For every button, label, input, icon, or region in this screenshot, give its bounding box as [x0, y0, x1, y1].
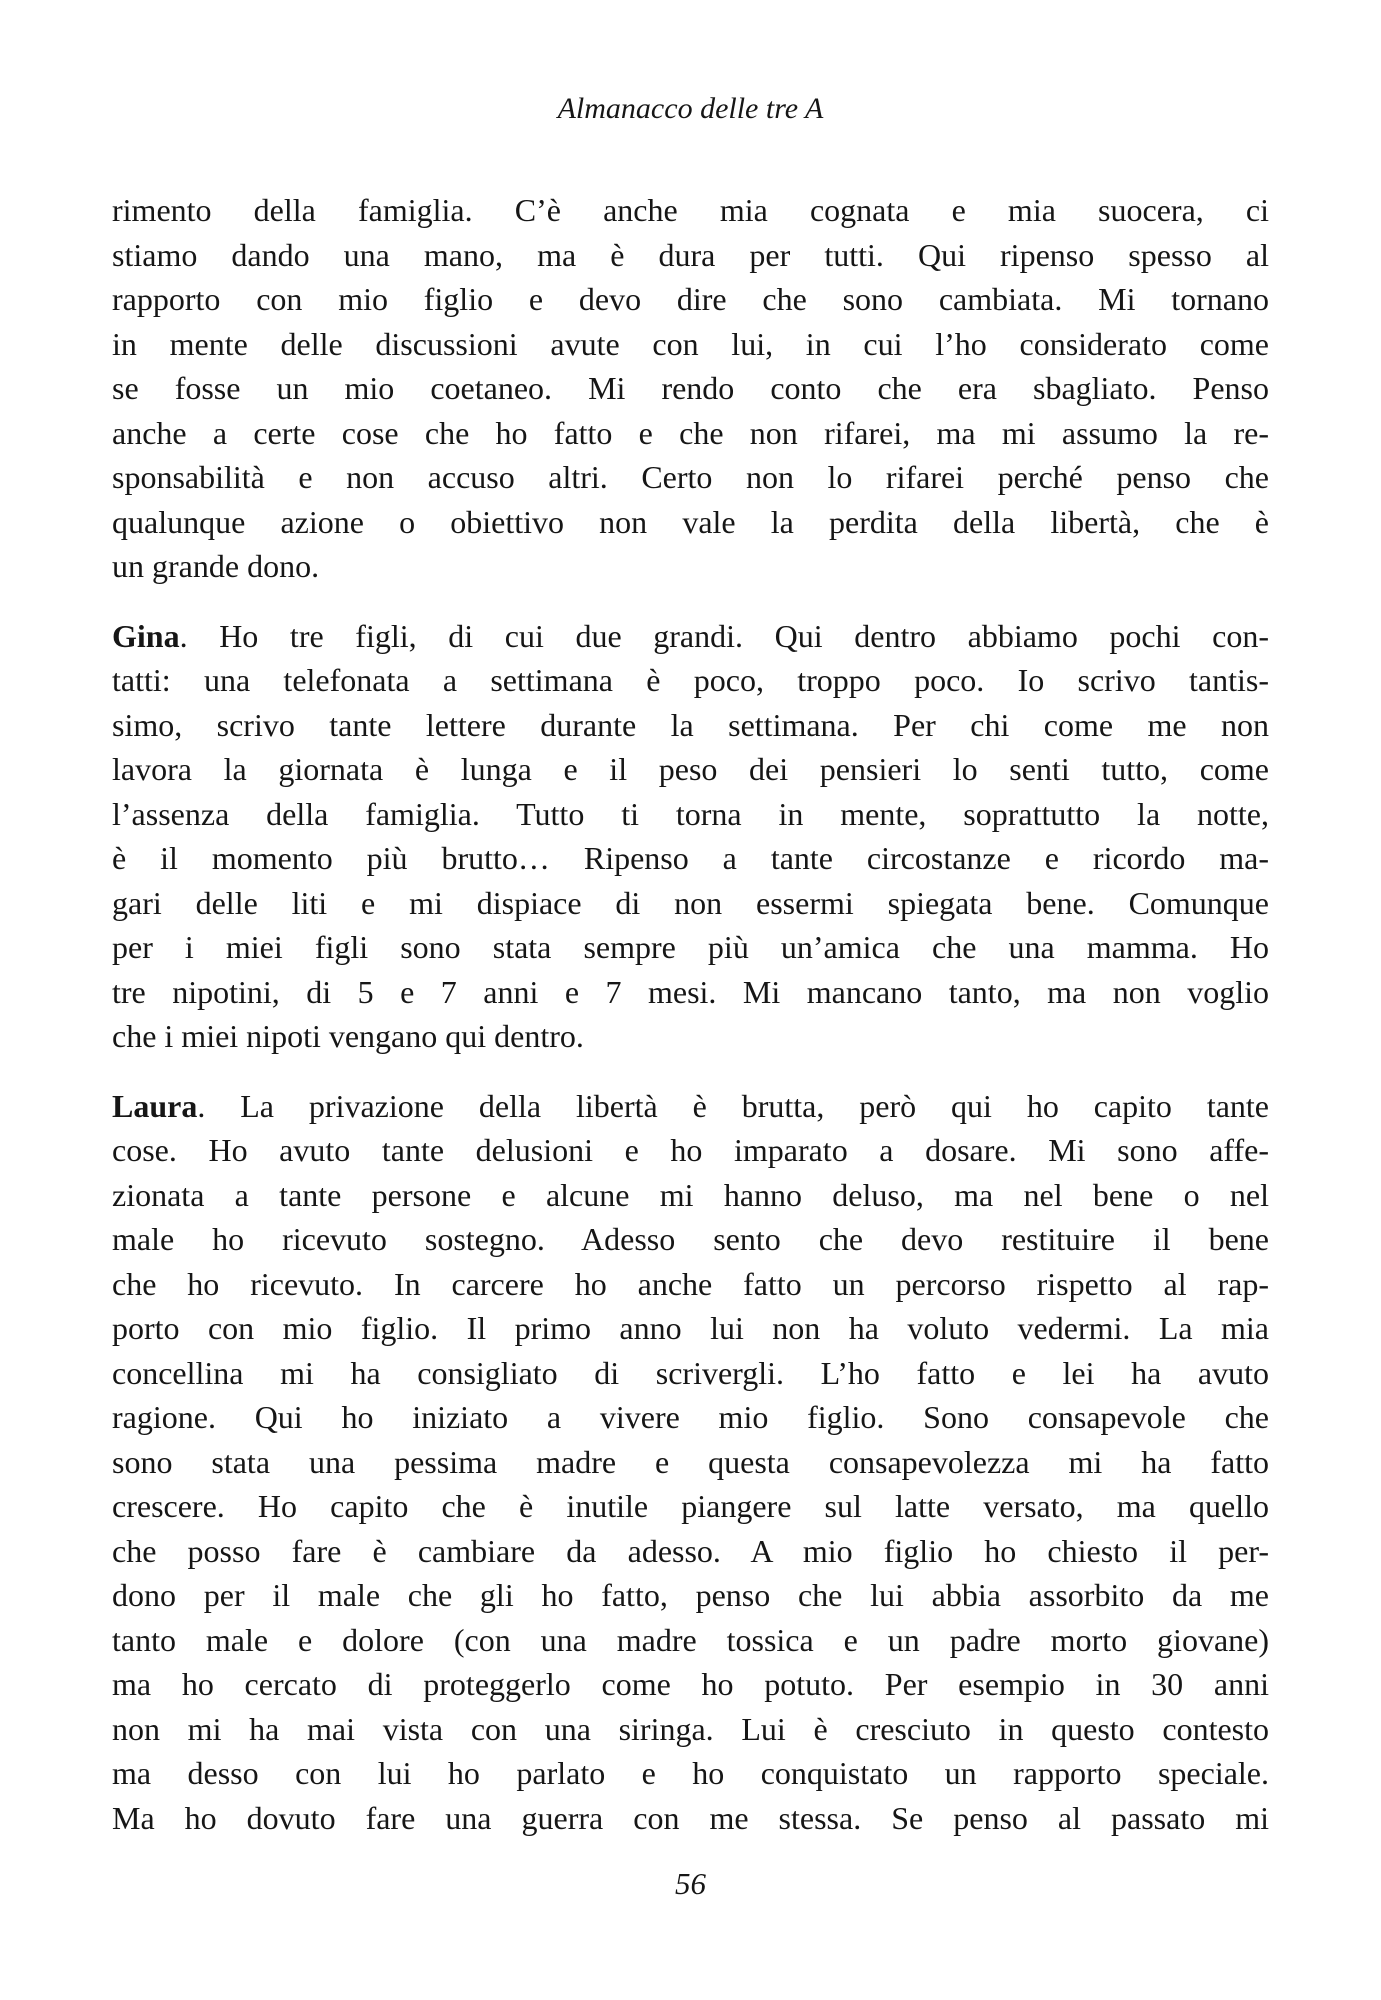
text-line: sponsabilità e non accuso altri. Certo non lo rifarei perché penso che	[112, 459, 1269, 495]
text-line: qualunque azione o obiettivo non vale la perdita della libertà, che è	[112, 503, 1269, 540]
text-line: sono stata una pessima madre e questa consapevolezza mi ha fatto	[112, 1443, 1269, 1480]
text-line: se fosse un mio coetaneo. Mi rendo conto che era sbagliato. Penso	[112, 370, 1269, 406]
running-head: Almanacco delle tre A	[557, 92, 824, 125]
text-line: Gina. Ho tre figli, di cui due grandi. Qui dentro abbiamo pochi con-	[112, 617, 1269, 654]
text-line: ma ho cercato di proteggerlo come ho potuto. Per esempio in 30 anni	[112, 1666, 1269, 1702]
text-body	[112, 188, 1269, 1840]
text-line: zionata a tante persone e alcune mi hanno deluso, ma nel bene o nel	[112, 1176, 1269, 1213]
text-line: anche a certe cose che ho fatto e che non rifarei, ma mi assumo la re-	[112, 414, 1269, 451]
paragraph	[112, 614, 1269, 1059]
text-line: Laura. La privazione della libertà è brutta, però qui ho capito tante	[112, 1087, 1269, 1124]
text-line: rapporto con mio figlio e devo dire che sono cambiata. Mi tornano	[112, 281, 1269, 317]
text-line: tre nipotini, di 5 e 7 anni e 7 mesi. Mi mancano tanto, ma non voglio	[112, 973, 1269, 1010]
speaker-name: Gina	[112, 617, 180, 654]
text-line: porto con mio figlio. Il primo anno lui non ha voluto vedermi. La mia	[112, 1310, 1269, 1346]
text-line: tanto male e dolore (con una madre tossica e un padre morto giovane)	[112, 1621, 1269, 1658]
text-line: un grande dono.	[112, 548, 320, 584]
page-number: 56	[675, 1866, 706, 1901]
text-line: che i miei nipoti vengano qui dentro.	[112, 1018, 584, 1054]
text-line: stiamo dando una mano, ma è dura per tutti. Qui ripenso spesso al	[112, 236, 1269, 273]
text-line: tatti: una telefonata a settimana è poco, troppo poco. Io scrivo tantis-	[112, 662, 1269, 698]
text-line: per i miei figli sono stata sempre più un’amica che una mamma. Ho	[112, 929, 1269, 965]
text-line: lavora la giornata è lunga e il peso dei pensieri lo senti tutto, come	[112, 751, 1269, 787]
text-line: che ho ricevuto. In carcere ho anche fatto un percorso rispetto al rap-	[112, 1265, 1269, 1302]
paragraph	[112, 188, 1269, 589]
text-line: gari delle liti e mi dispiace di non essermi spiegata bene. Comunque	[112, 884, 1269, 921]
text-line: crescere. Ho capito che è inutile piangere sul latte versato, ma quello	[112, 1488, 1269, 1524]
text-line: concellina mi ha consigliato di scrivergli. L’ho fatto e lei ha avuto	[112, 1354, 1269, 1391]
text-line: che posso fare è cambiare da adesso. A mio figlio ho chiesto il per-	[112, 1532, 1269, 1569]
text-line: rimento della famiglia. C’è anche mia cognata e mia suocera, ci	[112, 192, 1269, 228]
speaker-name: Laura	[112, 1087, 198, 1124]
text-line: l’assenza della famiglia. Tutto ti torna in mente, soprattutto la notte,	[112, 795, 1269, 832]
paragraph	[112, 1084, 1269, 1841]
text-line: cose. Ho avuto tante delusioni e ho imparato a dosare. Mi sono affe-	[112, 1132, 1269, 1168]
text-line: ma desso con lui ho parlato e ho conquistato un rapporto speciale.	[112, 1755, 1269, 1791]
text-line: male ho ricevuto sostegno. Adesso sento che devo restituire il bene	[112, 1221, 1269, 1257]
text-line: ragione. Qui ho iniziato a vivere mio figlio. Sono consapevole che	[112, 1399, 1269, 1435]
text-line: in mente delle discussioni avute con lui, in cui l’ho considerato come	[112, 325, 1269, 362]
text-line: Ma ho dovuto fare una guerra con me stessa. Se penso al passato mi	[112, 1799, 1269, 1836]
text-line: dono per il male che gli ho fatto, penso che lui abbia assorbito da me	[112, 1577, 1269, 1613]
text-line: non mi ha mai vista con una siringa. Lui è cresciuto in questo contesto	[112, 1710, 1269, 1747]
text-line: è il momento più brutto… Ripenso a tante circostanze e ricordo ma-	[112, 840, 1269, 876]
text-line: simo, scrivo tante lettere durante la settimana. Per chi come me non	[112, 706, 1269, 743]
